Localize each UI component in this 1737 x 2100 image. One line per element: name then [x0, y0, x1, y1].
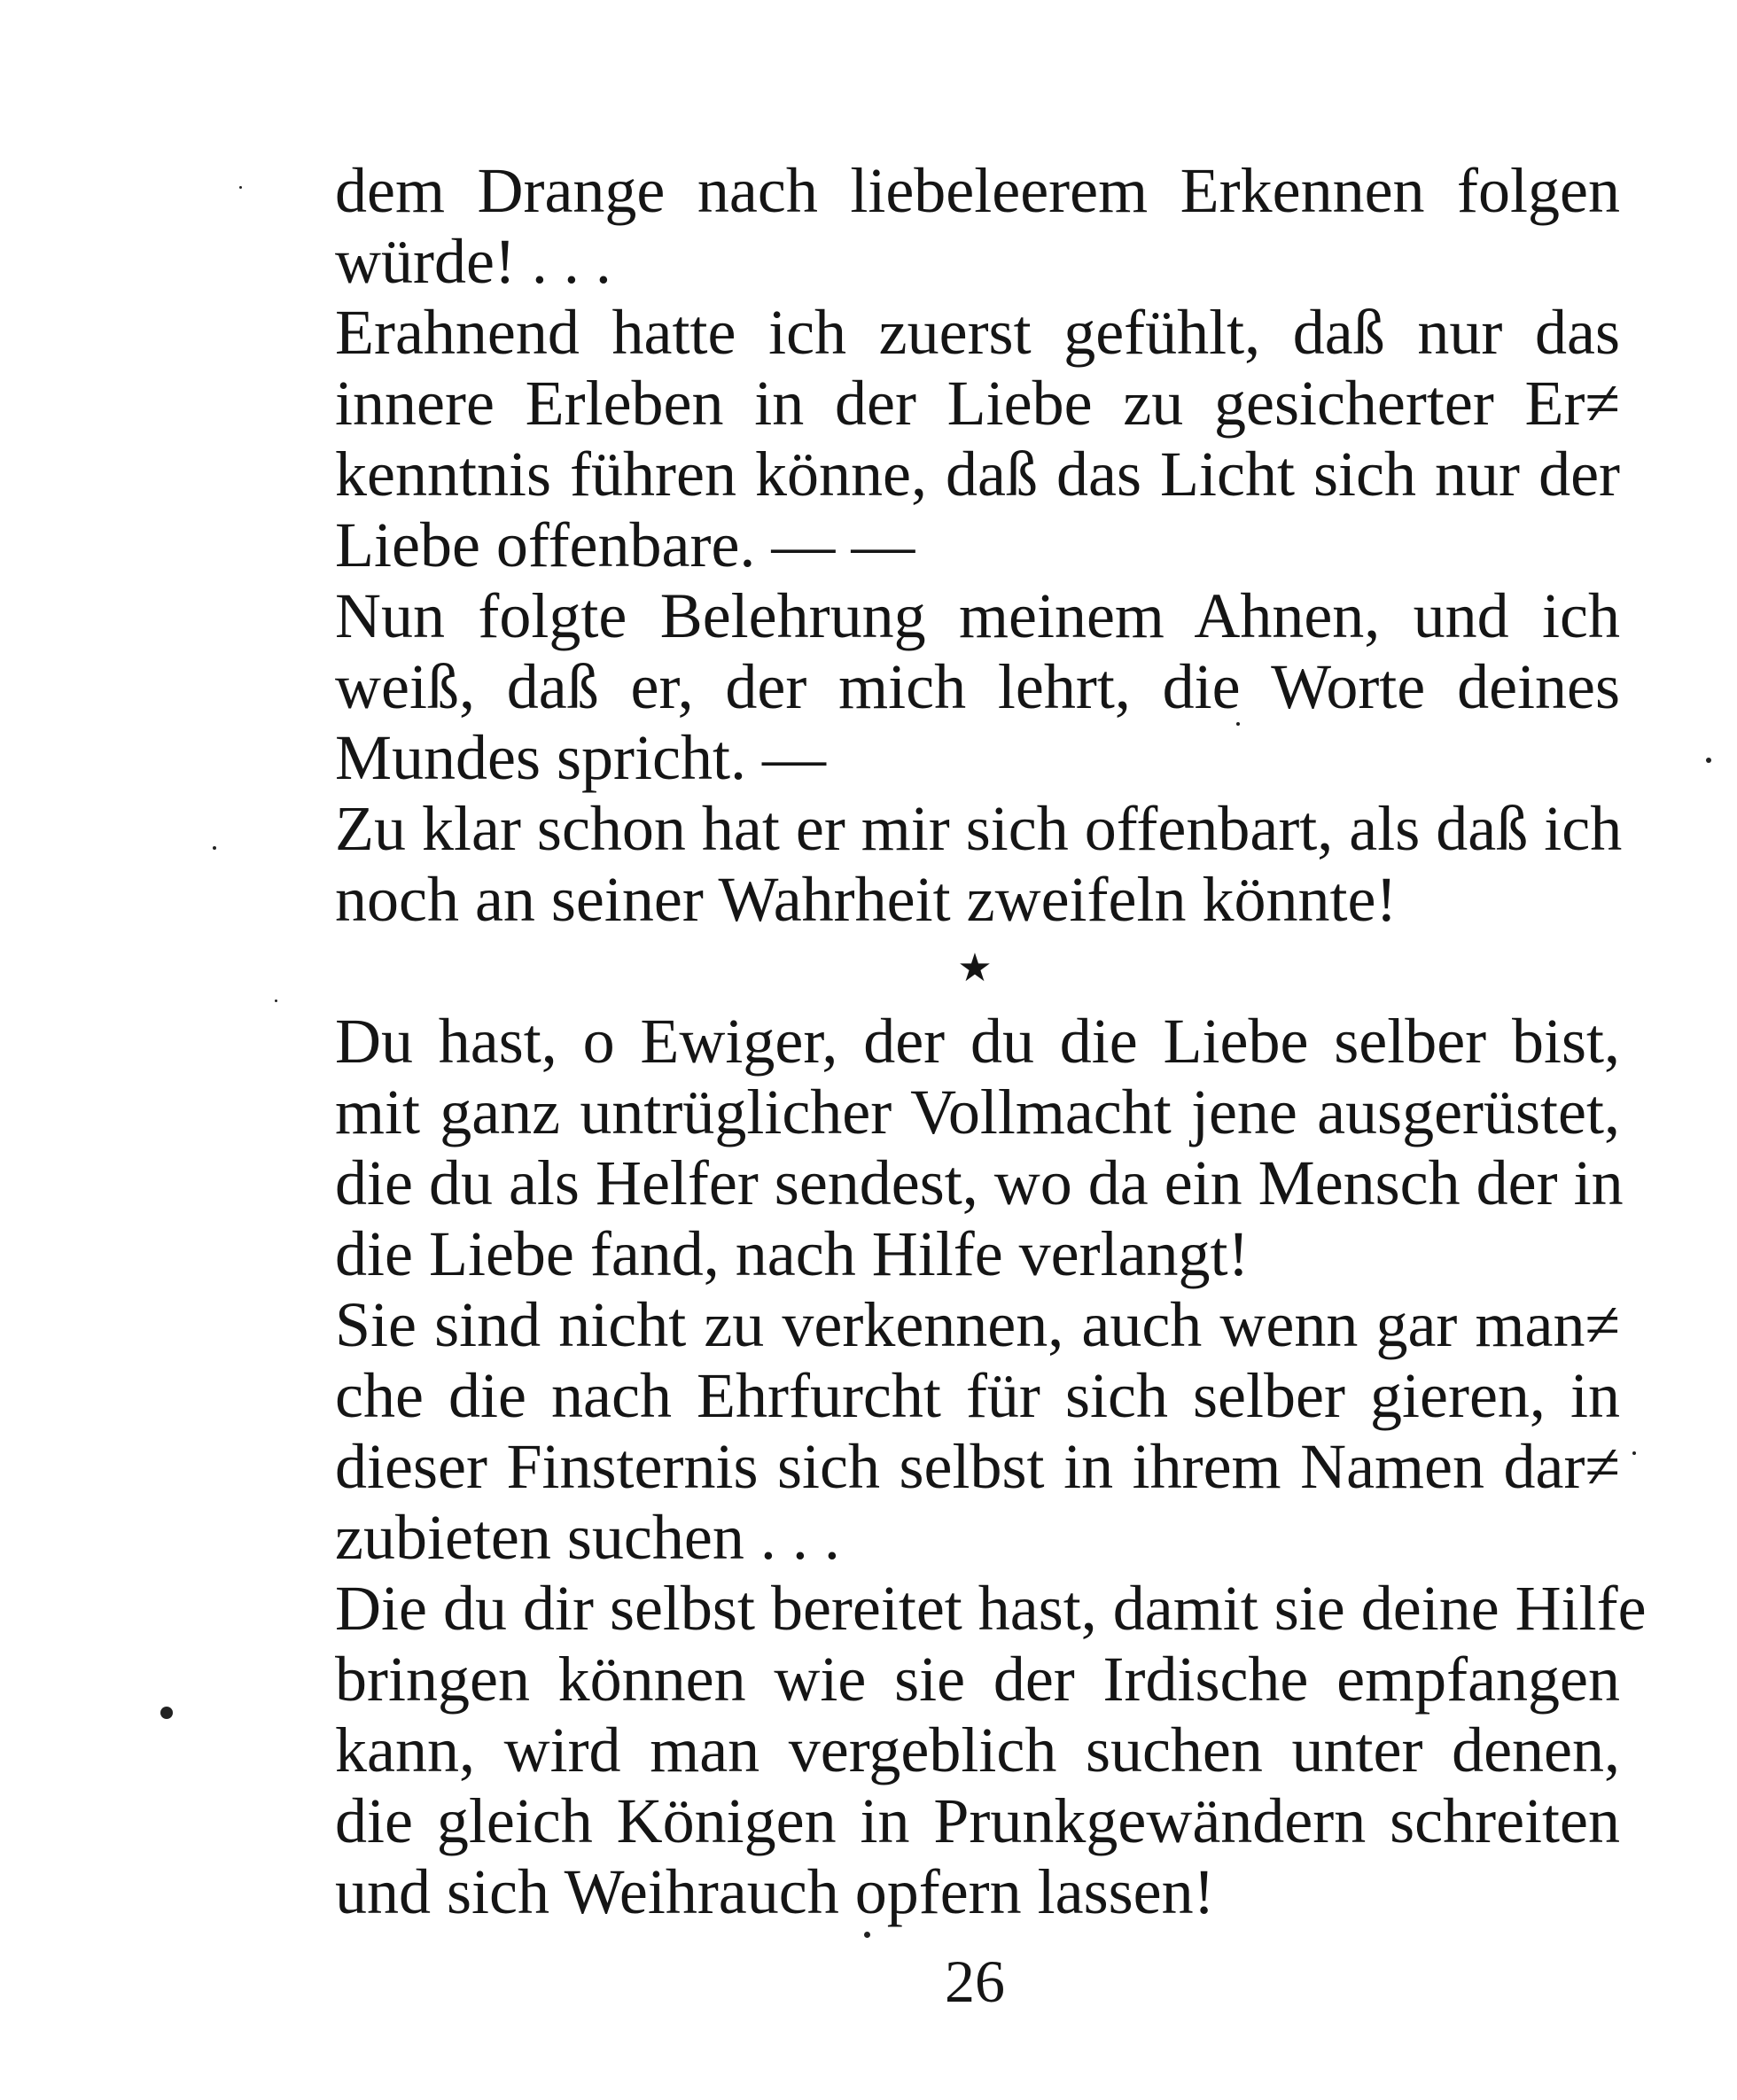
scan-speck: [1706, 758, 1711, 763]
scan-speck: [864, 1932, 870, 1938]
text-line: Die du dir selbst bereitet hast, damit sie deine Hilfe: [335, 1573, 1647, 1644]
text-line: Sie sind nicht zu verkennen, auch wenn gar man≠: [335, 1289, 1620, 1360]
page-number: 26: [945, 1948, 1005, 2015]
text-line: innere Erleben in der Liebe zu gesicherter Er≠: [335, 368, 1620, 439]
text-line: noch an seiner Wahrheit zweifeln könnte!: [335, 864, 1398, 935]
scan-speck: [1632, 1451, 1636, 1455]
text-line: dieser Finsternis sich selbst in ihrem Namen dar≠: [335, 1431, 1620, 1502]
text-line: mit ganz untrüglicher Vollmacht jene ausgerüstet,: [335, 1077, 1620, 1147]
text-line: und sich Weihrauch opfern lassen!: [335, 1856, 1215, 1927]
text-line: Du hast, o Ewiger, der du die Liebe selber bist,: [335, 1006, 1620, 1077]
scan-speck: [275, 999, 277, 1002]
text-line: würde! . . .: [335, 226, 611, 297]
text-line: Liebe offenbare. — —: [335, 509, 915, 580]
text-line: kenntnis führen könne, daß das Licht sich nur der: [335, 439, 1620, 509]
text-line: weiß, daß er, der mich lehrt, die Worte deines: [335, 651, 1620, 722]
text-line: zubieten suchen . . .: [335, 1502, 840, 1573]
scan-speck: [213, 846, 216, 850]
text-line: Nun folgte Belehrung meinem Ahnen, und ich: [335, 580, 1620, 651]
text-line: kann, wird man vergeblich suchen unter denen,: [335, 1715, 1620, 1785]
text-line: dem Drange nach liebeleerem Erkennen folgen: [335, 155, 1620, 226]
scan-speck: [239, 186, 242, 189]
scan-speck: [1236, 722, 1240, 726]
text-line: die gleich Königen in Prunkgewändern schreiten: [335, 1785, 1620, 1856]
text-line: Zu klar schon hat er mir sich offenbart, als daß ich: [335, 793, 1623, 864]
scan-speck: [160, 1707, 173, 1719]
text-line: Mundes spricht. —: [335, 722, 826, 793]
text-line: bringen können wie sie der Irdische empfangen: [335, 1644, 1620, 1715]
text-line: die du als Helfer sendest, wo da ein Mensch der in: [335, 1147, 1624, 1218]
text-line: che die nach Ehrfurcht für sich selber gieren, in: [335, 1360, 1620, 1431]
text-line: Erahnend hatte ich zuerst gefühlt, daß nur das: [335, 297, 1620, 368]
section-separator-star: ★: [957, 946, 993, 990]
text-line: die Liebe fand, nach Hilfe verlangt!: [335, 1218, 1250, 1289]
